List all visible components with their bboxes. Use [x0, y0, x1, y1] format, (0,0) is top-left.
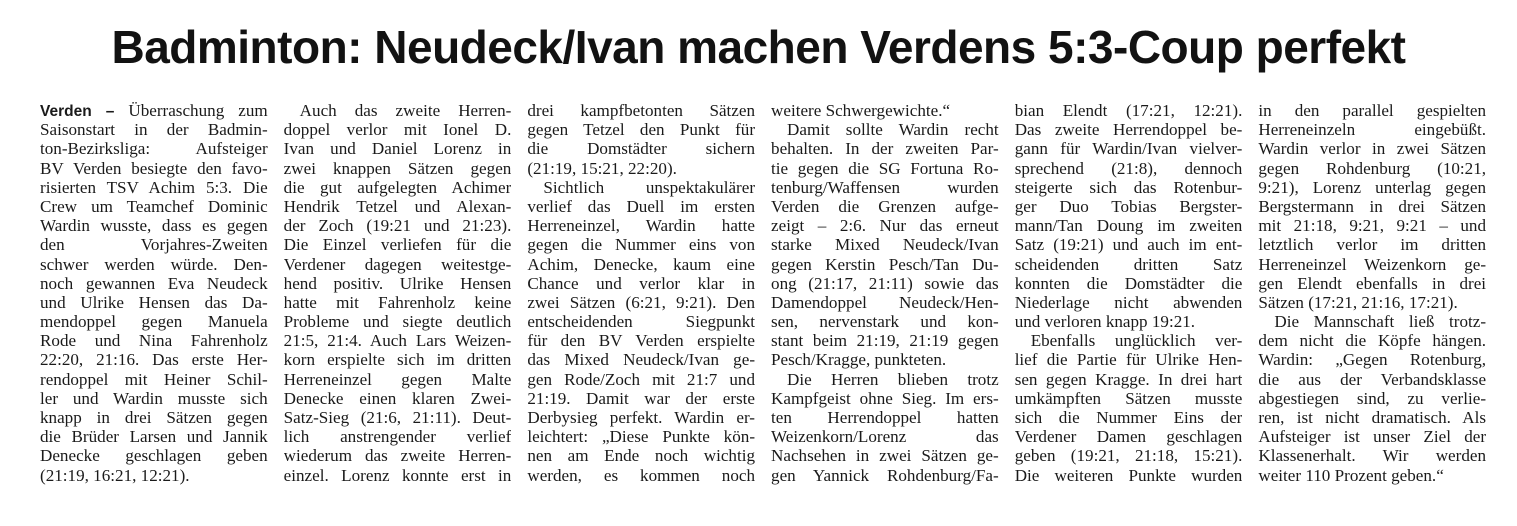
text-line: lief die Partie für Ulrike Hen-	[1014, 350, 1243, 370]
text-line: Die Herren blieben trotz	[787, 369, 999, 389]
text-column-5	[1015, 101, 1243, 519]
text-line: sen gegen Kragge. In drei hart	[1014, 369, 1243, 389]
text-line: zeigt – 2:6. Nur das erneut	[771, 216, 999, 236]
text-line: Klassenerhalt. Wir werden	[1258, 446, 1487, 466]
text-line: gen Elendt ebenfalls in drei	[1258, 273, 1487, 293]
text-line: umkämpften Sätzen musste	[1014, 388, 1243, 408]
text-line: Bergstermann in drei Sätzen	[1258, 196, 1487, 216]
text-line: Verdener dagegen weitestge-	[283, 254, 512, 274]
text-line: ren, ist nicht dramatisch. Als	[1258, 408, 1487, 427]
text-line: behalten. In der zweiten Par-	[771, 139, 999, 159]
text-line: gen Rode/Zoch mit 21:7 und	[527, 369, 756, 389]
text-line: dem nicht die Köpfe hängen.	[1258, 331, 1487, 351]
text-line: Satz-Sieg (21:6, 21:11). Deut-	[283, 408, 512, 427]
text-line: und Ulrike Hensen das Da-	[40, 292, 268, 312]
text-line: Crew um Teamchef Dominic	[40, 196, 268, 216]
text-line: Denecke einen klaren Zwei-	[283, 388, 512, 408]
text-line: 21:5, 21:4. Auch Lars Weizen-	[283, 331, 512, 351]
text-line: Aufsteiger ist unser Ziel der	[1258, 427, 1487, 447]
text-column-1	[40, 101, 268, 519]
text-line: Wardin wusste, dass es gegen	[40, 216, 268, 236]
text-line: abgestiegen sind, zu verlie-	[1258, 388, 1487, 408]
text-line: ton-Bezirksliga: Aufsteiger	[40, 139, 268, 159]
text-line: Wardin verlor in zwei Sätzen	[1258, 139, 1487, 159]
text-line: scheidenden dritten Satz	[1014, 254, 1243, 274]
text-line-rest: Überraschung zum	[114, 101, 268, 120]
text-line	[40, 101, 268, 120]
text-line: doppel verlor mit Ionel D.	[283, 120, 512, 140]
text-line: noch gewannen Eva Neudeck	[40, 273, 268, 293]
text-line: das Mixed Neudeck/Ivan ge-	[527, 350, 756, 370]
text-line: Denecke geschlagen geben	[40, 446, 268, 466]
text-line: steigerte sich das Rotenbur-	[1014, 177, 1243, 197]
text-line: hatte mit Fahrenholz keine	[283, 292, 512, 312]
text-line: Verden die Grenzen aufge-	[771, 196, 999, 216]
text-line: Ivan und Daniel Lorenz in	[283, 139, 512, 159]
text-line: Herreneinzel gegen Malte	[283, 369, 512, 389]
text-line: mann/Tan Doung im zweiten	[1014, 216, 1243, 236]
text-line: ten Herrendoppel hatten	[771, 408, 999, 427]
text-line: gen Yannick Rohdenburg/Fa-	[771, 465, 999, 485]
text-line: BV Verden besiegte den favo-	[40, 158, 268, 178]
text-line: Die Einzel verliefen für die	[283, 235, 512, 255]
text-line: gegen Kerstin Pesch/Tan Du-	[771, 254, 999, 274]
text-line: Saisonstart in der Badmin-	[40, 120, 268, 140]
text-line: entscheidenden Siegpunkt	[527, 312, 756, 332]
text-line: geben (19:21, 21:18, 15:21).	[1014, 446, 1243, 466]
text-line: 21:19. Damit war der erste	[527, 388, 756, 408]
text-line: Die weiteren Punkte wurden	[1014, 465, 1243, 485]
text-line: Nachsehen in zwei Sätzen ge-	[771, 446, 999, 466]
text-line: Chance und verlor klar in	[527, 273, 756, 293]
text-line: Damendoppel Neudeck/Hen-	[771, 292, 999, 312]
text-line: risierten TSV Achim 5:3. Die	[40, 177, 268, 197]
article-body	[40, 101, 1486, 519]
text-line: gegen Tetzel den Punkt für	[527, 120, 756, 140]
text-line: Hendrik Tetzel und Alexan-	[283, 196, 512, 216]
text-line: knapp in drei Sätzen gegen	[40, 408, 268, 427]
text-line: Niederlage nicht abwenden	[1014, 292, 1243, 312]
text-line: 9:21), Lorenz unterlag gegen	[1258, 177, 1487, 197]
text-line: der Zoch (19:21 und 21:23).	[283, 216, 512, 236]
text-line: starke Mixed Neudeck/Ivan	[771, 235, 999, 255]
text-line: Achim, Denecke, kaum eine	[527, 254, 756, 274]
text-column-6	[1258, 101, 1486, 519]
text-line: nen am Ende noch wichtig	[527, 446, 756, 466]
text-line: mit 21:18, 9:21, 9:21 – und	[1258, 216, 1487, 236]
text-line: die Brüder Larsen und Jannik	[40, 427, 268, 447]
text-line: Herreneinzeln eingebüßt.	[1258, 120, 1487, 140]
text-line: Auch das zweite Herren-	[299, 101, 512, 120]
text-line: Herreneinzel Weizenkorn ge-	[1258, 254, 1487, 274]
text-line: weiter 110 Prozent geben.“	[1258, 465, 1444, 485]
text-line: die gut aufgelegten Achimer	[283, 177, 512, 197]
text-line: Rode und Nina Fahrenholz	[40, 331, 268, 351]
dateline: Verden –	[40, 103, 115, 120]
text-line: tie gegen die SG Fortuna Ro-	[771, 158, 999, 178]
text-line: gegen die Nummer eins von	[527, 235, 756, 255]
text-line: Satz (19:21) und auch im ent-	[1014, 235, 1243, 255]
text-column-4	[771, 101, 999, 519]
text-line: gann für Wardin/Ivan vielver-	[1014, 139, 1243, 159]
text-line: Weizenkorn/Lorenz das	[771, 427, 999, 447]
text-line: (21:19, 16:21, 12:21).	[40, 465, 190, 485]
text-line: Wardin: „Gegen Rotenburg,	[1258, 350, 1487, 370]
text-line: schwer werden würde. Den-	[40, 254, 268, 274]
text-line: die aus der Verbandsklasse	[1258, 369, 1487, 389]
text-line: sen, nervenstark und kon-	[771, 312, 999, 332]
text-line: korn erspielte sich im dritten	[283, 350, 512, 370]
text-line: sich die Nummer Eins der	[1014, 408, 1243, 427]
text-line: Das zweite Herrendoppel be-	[1014, 120, 1243, 140]
text-line: rendoppel mit Heiner Schil-	[40, 369, 268, 389]
text-line: gegen Rohdenburg (10:21,	[1258, 158, 1487, 178]
text-line: Ebenfalls unglücklich ver-	[1030, 331, 1243, 351]
text-line: Die Mannschaft ließ trotz-	[1274, 312, 1487, 332]
text-line: werden, es kommen noch	[527, 465, 756, 485]
text-line: Derbysieg perfekt. Wardin er-	[527, 408, 756, 427]
text-line: 22:20, 21:16. Das erste Her-	[40, 350, 268, 370]
text-line: ler und Wardin musste sich	[40, 388, 268, 408]
text-line: lich anstrengender verlief	[283, 427, 512, 447]
text-line: in den parallel gespielten	[1258, 101, 1487, 120]
text-line: Sichtlich unspektakulärer	[543, 177, 756, 197]
text-line: tenburg/Waffensen wurden	[771, 177, 999, 197]
text-line: leichtert: „Diese Punkte kön-	[527, 427, 756, 447]
text-line: Probleme und siegte deutlich	[283, 312, 512, 332]
text-line: zwei knappen Sätzen gegen	[283, 158, 512, 178]
text-column-3	[527, 101, 755, 519]
text-line: konnten die Domstädter die	[1014, 273, 1243, 293]
text-line: stant beim 21:19, 21:19 gegen	[771, 331, 999, 351]
text-line: wiederum das zweite Herren-	[283, 446, 512, 466]
text-line: sprechend (21:8), dennoch	[1014, 158, 1243, 178]
text-line: mendoppel gegen Manuela	[40, 312, 268, 332]
text-line: (21:19, 15:21, 22:20).	[527, 158, 677, 178]
text-line: bian Elendt (17:21, 12:21).	[1014, 101, 1243, 120]
text-line: Verdener Damen geschlagen	[1014, 427, 1243, 447]
text-line: ong (21:17, 21:11) sowie das	[771, 273, 999, 293]
text-line: für den BV Verden erspielte	[527, 331, 756, 351]
text-line: Sätzen (17:21, 21:16, 17:21).	[1258, 292, 1458, 312]
text-column-2	[284, 101, 512, 519]
text-line: Damit sollte Wardin recht	[787, 120, 999, 140]
text-line: die Domstädter sichern	[527, 139, 756, 159]
article-headline: Badminton: Neudeck/Ivan machen Verdens 5:3-Coup perfekt	[111, 21, 1406, 73]
text-line: zwei Sätzen (6:21, 9:21). Den	[527, 292, 756, 312]
text-line: den Vorjahres-Zweiten	[40, 235, 268, 255]
text-line: Pesch/Kragge, punkteten.	[771, 350, 947, 370]
text-line: einzel. Lorenz konnte erst in	[283, 465, 512, 485]
text-line: weitere Schwergewichte.“	[771, 101, 951, 120]
text-line: und verloren knapp 19:21.	[1014, 312, 1196, 332]
text-line: Herreneinzel, Wardin hatte	[527, 216, 756, 236]
text-line: letztlich verlor im dritten	[1258, 235, 1487, 255]
text-line: ger Duo Tobias Bergster-	[1014, 196, 1243, 216]
text-line: drei kampfbetonten Sätzen	[527, 101, 756, 120]
text-line: verlief das Duell im ersten	[527, 196, 756, 216]
text-line: Kampfgeist ohne Sieg. Im ers-	[771, 388, 999, 408]
text-line: hend positiv. Ulrike Hensen	[283, 273, 512, 293]
